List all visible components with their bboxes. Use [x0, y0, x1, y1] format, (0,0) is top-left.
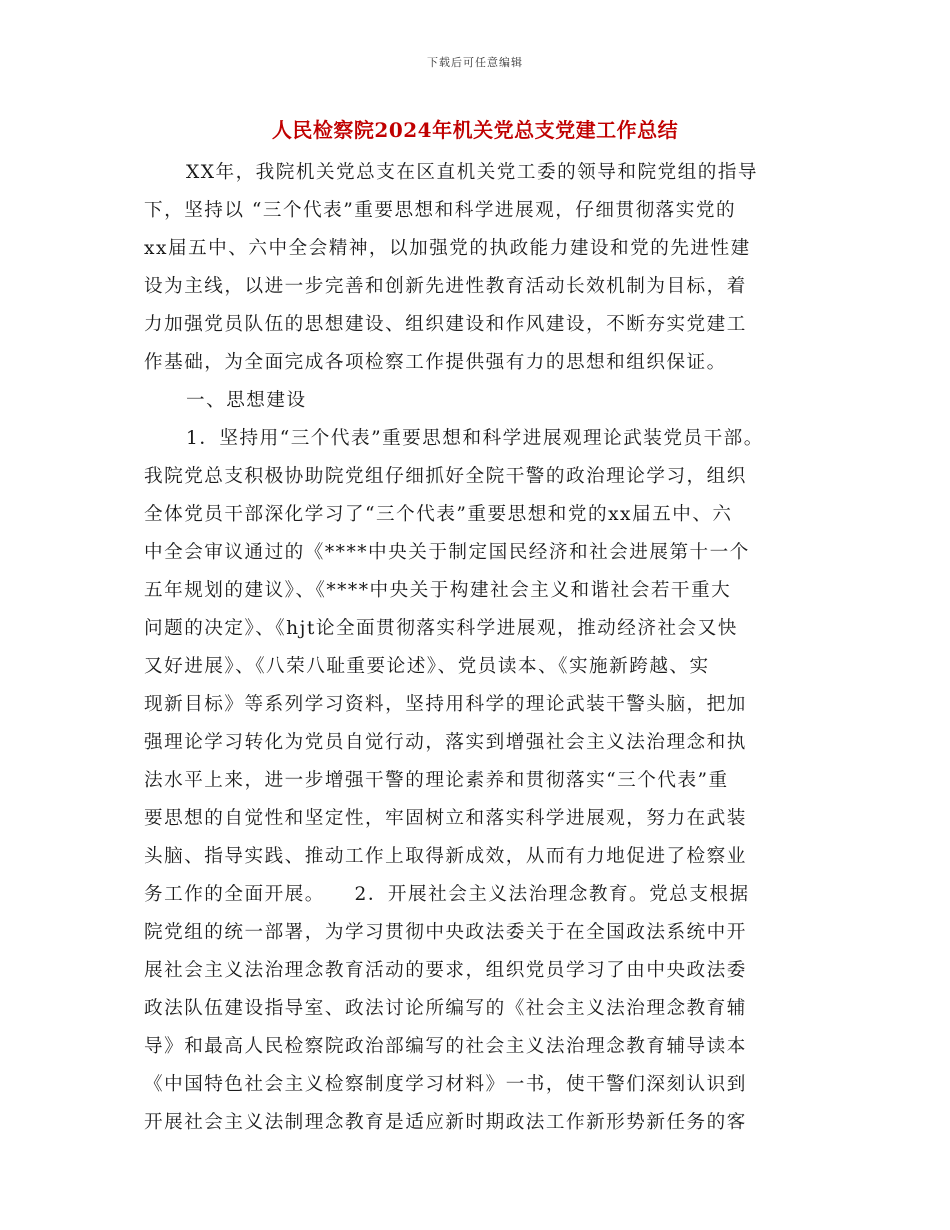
body-line: 务工作的全面开展。 2．开展社会主义法治理念教育。党总支根据	[144, 884, 750, 905]
body-line: 法水平上来，进一步增强干警的理论素养和贯彻落实“三个代表”重	[144, 770, 729, 791]
body-line: 下，坚持以 “三个代表”重要思想和科学进展观，仔细贯彻落实党的	[144, 200, 737, 221]
body-line: 全体党员干部深化学习了“三个代表”重要思想和党的xx届五中、六	[144, 504, 733, 525]
body-line: XX年，我院机关党总支在区直机关党工委的领导和院党组的指导	[186, 162, 759, 183]
document-title: 人民检察院2024年机关党总支党建工作总结	[271, 118, 679, 142]
body-line: 中全会审议通过的《****中央关于制定国民经济和社会进展第十一个	[144, 542, 750, 563]
section-heading: 一、思想建设	[186, 390, 307, 411]
body-line: 五年规划的建议》、《****中央关于构建社会主义和谐社会若干重大	[144, 580, 732, 601]
body-line: 我院党总支积极协助院党组仔细抓好全院干警的政治理论学习，组织	[144, 466, 747, 487]
body-line: 作基础，为全面完成各项检察工作提供强有力的思想和组织保证。	[144, 352, 727, 373]
body-line: 设为主线，以进一步完善和创新先进性教育活动长效机制为目标，着	[144, 276, 747, 297]
body-line: 院党组的统一部署，为学习贯彻中央政法委关于在全国政法系统中开	[144, 922, 747, 943]
body-line: 问题的决定》、《hjt论全面贯彻落实科学进展观，推动经济社会又快	[144, 618, 738, 639]
body-line: 力加强党员队伍的思想建设、组织建设和作风建设，不断夯实党建工	[144, 314, 747, 335]
body-line: 开展社会主义法制理念教育是适应新时期政法工作新形势新任务的客	[144, 1112, 747, 1133]
body-line: 1．坚持用“三个代表”重要思想和科学进展观理论武装党员干部。	[186, 428, 764, 449]
body-line: 政法队伍建设指导室、政法讨论所编写的《社会主义法治理念教育辅	[144, 998, 747, 1019]
header-note: 下载后可任意编辑	[427, 56, 523, 69]
body-line: 导》和最高人民检察院政治部编写的社会主义法治理念教育辅导读本	[144, 1036, 747, 1057]
body-line: xx届五中、六中全会精神，以加强党的执政能力建设和党的先进性建	[144, 238, 751, 259]
body-line: 展社会主义法治理念教育活动的要求，组织党员学习了由中央政法委	[144, 960, 747, 981]
body-line: 要思想的自觉性和坚定性，牢固树立和落实科学进展观，努力在武装	[144, 808, 747, 829]
body-line: 头脑、指导实践、推动工作上取得新成效，从而有力地促进了检察业	[144, 846, 747, 867]
body-line: 现新目标》等系列学习资料，坚持用科学的理论武装干警头脑，把加	[144, 694, 747, 715]
body-line: 又好进展》、《八荣八耻重要论述》、党员读本、《实施新跨越、实	[144, 656, 710, 677]
body-line: 《中国特色社会主义检察制度学习材料》一书，使干警们深刻认识到	[144, 1074, 747, 1095]
body-line: 强理论学习转化为党员自觉行动，落实到增强社会主义法治理念和执	[144, 732, 747, 753]
